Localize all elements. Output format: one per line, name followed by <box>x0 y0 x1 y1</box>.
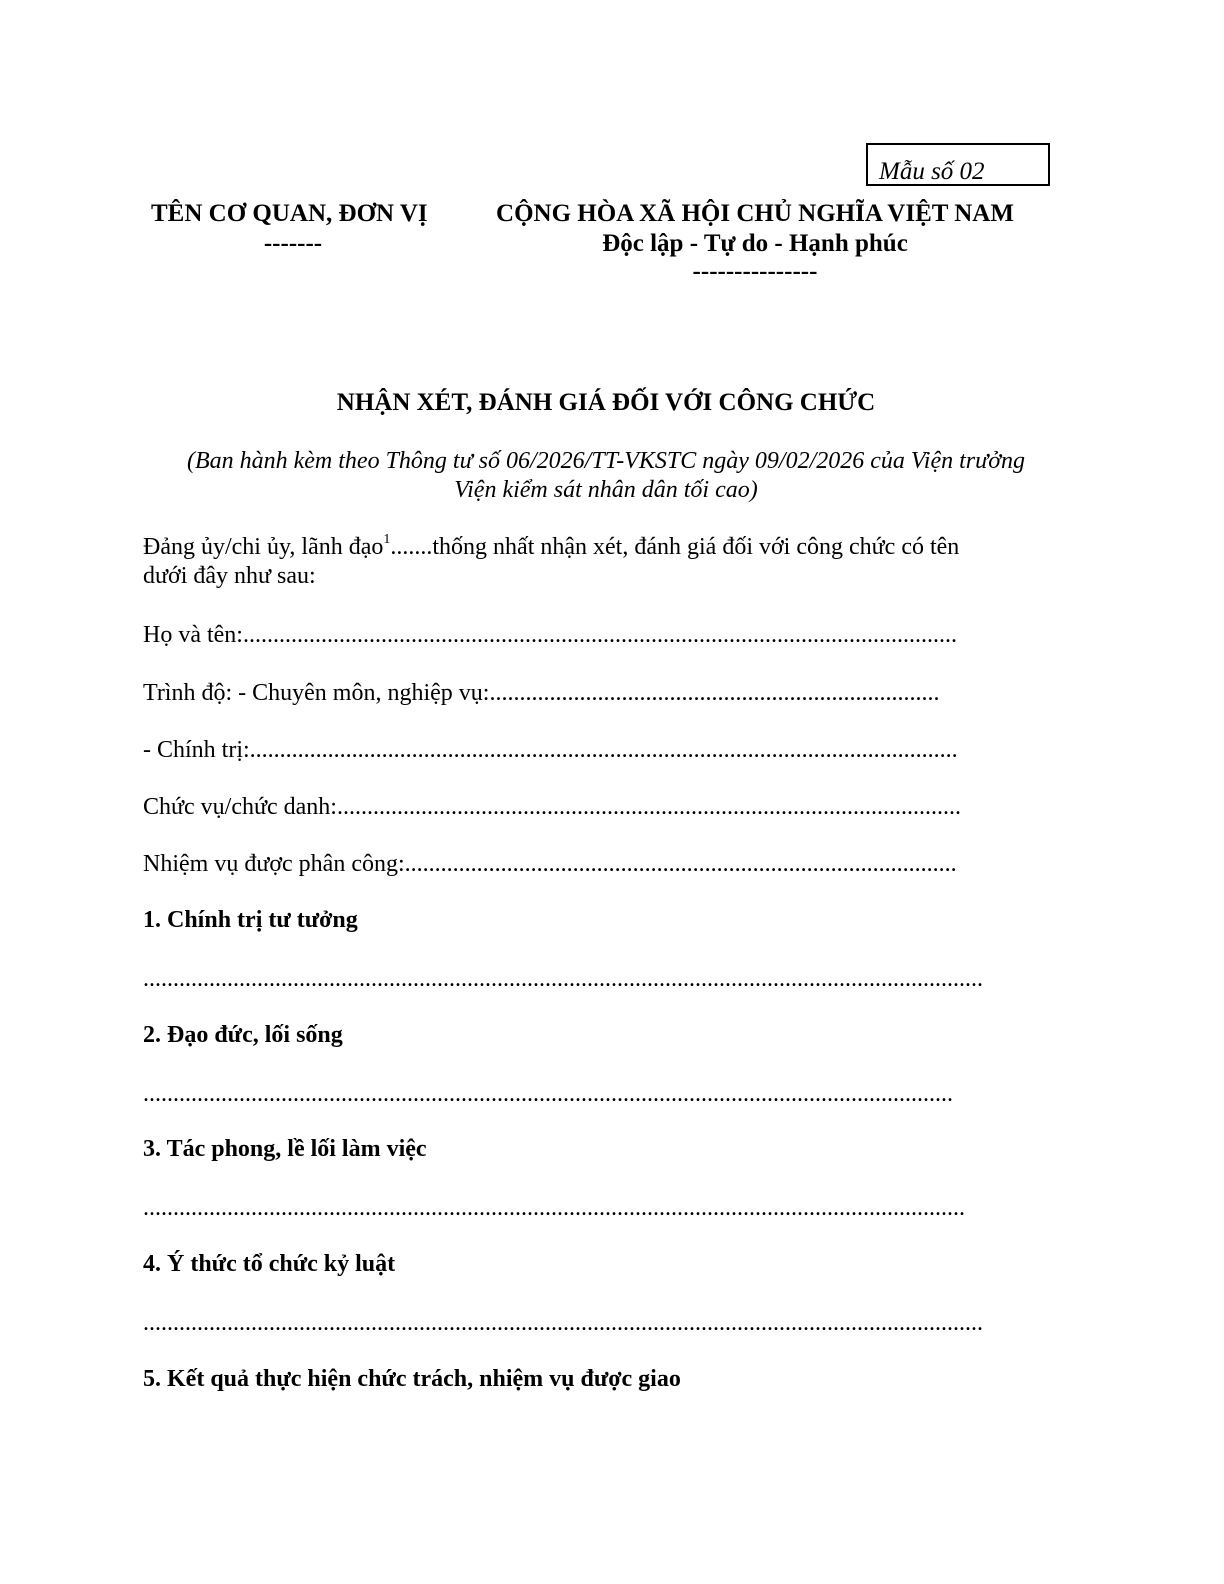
agency-name: TÊN CƠ QUAN, ĐƠN VỊ <box>151 200 428 227</box>
intro-part-1: Đảng ủy/chi ủy, lãnh đạo <box>143 534 384 560</box>
document-title: NHẬN XÉT, ĐÁNH GIÁ ĐỐI VỚI CÔNG CHỨC <box>336 389 876 416</box>
form-number-box <box>866 143 1050 186</box>
subtitle-line-1: (Ban hành kèm theo Thông tư số 06/2026/TT-VKSTC ngày 09/02/2026 của Viện trưởng <box>186 448 1026 474</box>
section-heading: 4. Ý thức tổ chức kỷ luật <box>143 1251 396 1277</box>
position-field: Chức vụ/chức danh:........................................................................................................ <box>143 794 961 820</box>
country-name: CỘNG HÒA XÃ HỘI CHỦ NGHĨA VIỆT NAM <box>496 200 1014 227</box>
political-field: - Chính trị:...................................................................................................................... <box>143 737 958 763</box>
intro-paragraph-line-2: dưới đây như sau: <box>143 563 316 589</box>
full-name-field: Họ và tên:....................................................................................................................... <box>143 622 957 648</box>
motto-divider: --------------- <box>692 258 818 285</box>
motto: Độc lập - Tự do - Hạnh phúc <box>602 230 908 257</box>
section-heading: 3. Tác phong, lề lối làm việc <box>143 1136 427 1162</box>
intro-paragraph-line-1 <box>143 534 959 561</box>
section-dots: ............................................................................................................................................ <box>143 1310 983 1336</box>
section-heading: 1. Chính trị tư tưởng <box>143 907 358 933</box>
footnote-mark: 1 <box>383 532 391 547</box>
agency-divider: ------- <box>263 230 323 257</box>
section-dots: ....................................................................................................................................... <box>143 1081 953 1107</box>
duties-field: Nhiệm vụ được phân công:............................................................................................ <box>143 851 957 877</box>
section-heading: 5. Kết quả thực hiện chức trách, nhiệm vụ được giao <box>143 1366 681 1392</box>
subtitle-line-2: Viện kiểm sát nhân dân tối cao) <box>454 477 758 503</box>
section-heading: 2. Đạo đức, lối sống <box>143 1022 343 1048</box>
section-dots: ......................................................................................................................................... <box>143 1195 965 1221</box>
intro-part-2: .......thống nhất nhận xét, đánh giá đối với công chức có tên <box>390 534 960 560</box>
section-dots: ............................................................................................................................................ <box>143 966 983 992</box>
qualification-field: Trình độ: - Chuyên môn, nghiệp vụ:........................................................................... <box>143 680 940 706</box>
form-number: Mẫu số 02 <box>879 158 985 185</box>
